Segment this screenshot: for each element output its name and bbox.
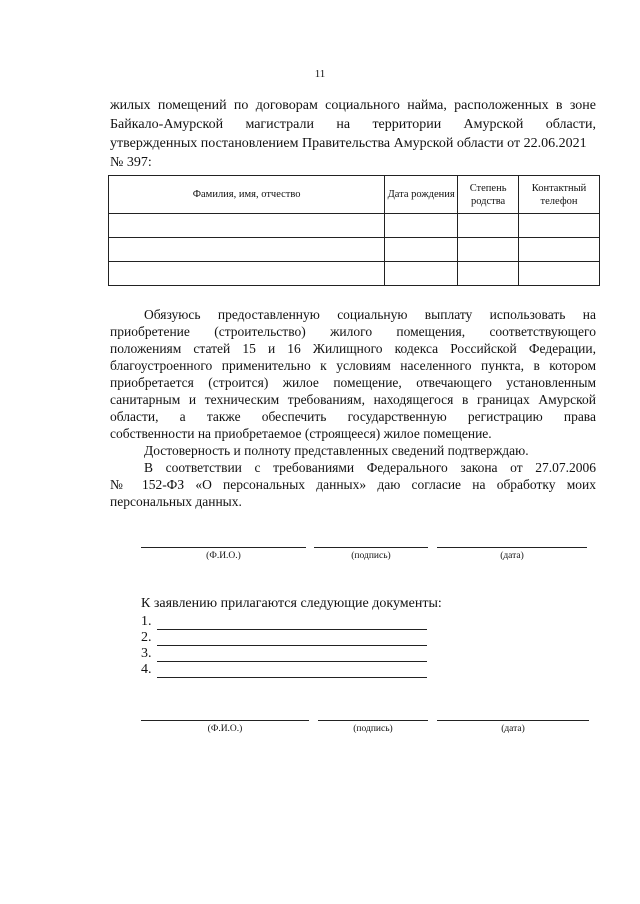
intro-line: жилых помещений по договорам социального найма, расположенных в зоне: [110, 98, 596, 113]
obligation-line: приобретается (строится) жилое помещение, отвечающего установленным: [110, 375, 596, 390]
table-cell[interactable]: [458, 214, 519, 238]
obligation-line: благоустроенного применительно к условиям населенного пункта, в котором: [110, 358, 596, 373]
consent-line: В соответствии с требованиями Федерального закона от 27.07.2006: [144, 460, 596, 475]
table-cell[interactable]: [519, 238, 600, 262]
document-line[interactable]: [157, 666, 427, 678]
header-full-name: Фамилия, имя, отчество: [109, 176, 385, 214]
intro-line: № 397:: [110, 155, 152, 170]
obligation-line: Обязуюсь предоставленную социальную выплату использовать на: [144, 307, 596, 322]
header-birth-date: Дата рождения: [385, 176, 458, 214]
consent-line: № 152-ФЗ «О персональных данных» даю согласие на обработку моих: [110, 477, 596, 492]
table-cell[interactable]: [519, 262, 600, 286]
family-members-table: [108, 175, 600, 286]
table-row: [109, 238, 600, 262]
header-contact-phone: Контактный телефон: [519, 176, 600, 214]
document-number: 3.: [141, 646, 152, 661]
document-line[interactable]: [157, 618, 427, 630]
obligation-line: санитарным и техническим требованиям, находящегося в границах Амурской: [110, 392, 596, 407]
obligation-line: положениям статей 15 и 16 Жилищного кодекса Российской Федерации,: [110, 341, 596, 356]
document-number: 2.: [141, 630, 152, 645]
table-cell[interactable]: [458, 262, 519, 286]
intro-line: утвержденных постановлением Правительства Амурской области от 22.06.2021: [110, 136, 587, 151]
document-item: [141, 630, 461, 646]
fio-caption: (Ф.И.О.): [206, 551, 241, 561]
obligation-text: [110, 306, 596, 510]
table-row: [109, 262, 600, 286]
document-line[interactable]: [157, 650, 427, 662]
table-header-row: [109, 176, 600, 214]
table-row: [109, 214, 600, 238]
signature-block-2: [0, 720, 640, 750]
signature-line[interactable]: [314, 547, 428, 548]
fio-line[interactable]: [141, 720, 309, 721]
table-cell[interactable]: [109, 214, 385, 238]
obligation-line: собственности на приобретаемое (строящееся) жилое помещение.: [110, 426, 492, 441]
obligation-line: приобретение (строительство) жилого помещения, соответствующего: [110, 324, 596, 339]
fio-caption: (Ф.И.О.): [207, 724, 243, 734]
signature-line[interactable]: [318, 720, 428, 721]
table-cell[interactable]: [519, 214, 600, 238]
document-item: [141, 614, 461, 630]
table-cell[interactable]: [458, 238, 519, 262]
table-cell[interactable]: [385, 238, 458, 262]
date-line[interactable]: [437, 720, 589, 721]
signature-caption: (подпись): [353, 724, 393, 734]
consent-line: персональных данных.: [110, 494, 242, 509]
table-cell[interactable]: [109, 262, 385, 286]
date-caption: (дата): [501, 724, 525, 734]
document-number: 1.: [141, 614, 152, 629]
signature-caption: (подпись): [351, 551, 391, 561]
confirmation-line: Достоверность и полноту представленных сведений подтверждаю.: [144, 443, 529, 458]
date-line[interactable]: [437, 547, 587, 548]
obligation-line: области, а также обеспечить государственную регистрацию права: [110, 409, 596, 424]
document-item: [141, 662, 461, 678]
documents-heading: К заявлению прилагаются следующие документы:: [141, 596, 442, 611]
attached-documents: [141, 596, 461, 678]
document-item: [141, 646, 461, 662]
page-number: 11: [314, 68, 326, 80]
intro-text: [110, 96, 596, 172]
header-relationship: Степень родства: [458, 176, 519, 214]
intro-line: Байкало-Амурской магистрали на территории Амурской области,: [110, 117, 596, 132]
table-cell[interactable]: [385, 262, 458, 286]
date-caption: (дата): [500, 551, 524, 561]
document-line[interactable]: [157, 634, 427, 646]
table-cell[interactable]: [109, 238, 385, 262]
fio-line[interactable]: [141, 547, 306, 548]
document-number: 4.: [141, 662, 152, 677]
table-cell[interactable]: [385, 214, 458, 238]
signature-block-1: [0, 547, 640, 577]
